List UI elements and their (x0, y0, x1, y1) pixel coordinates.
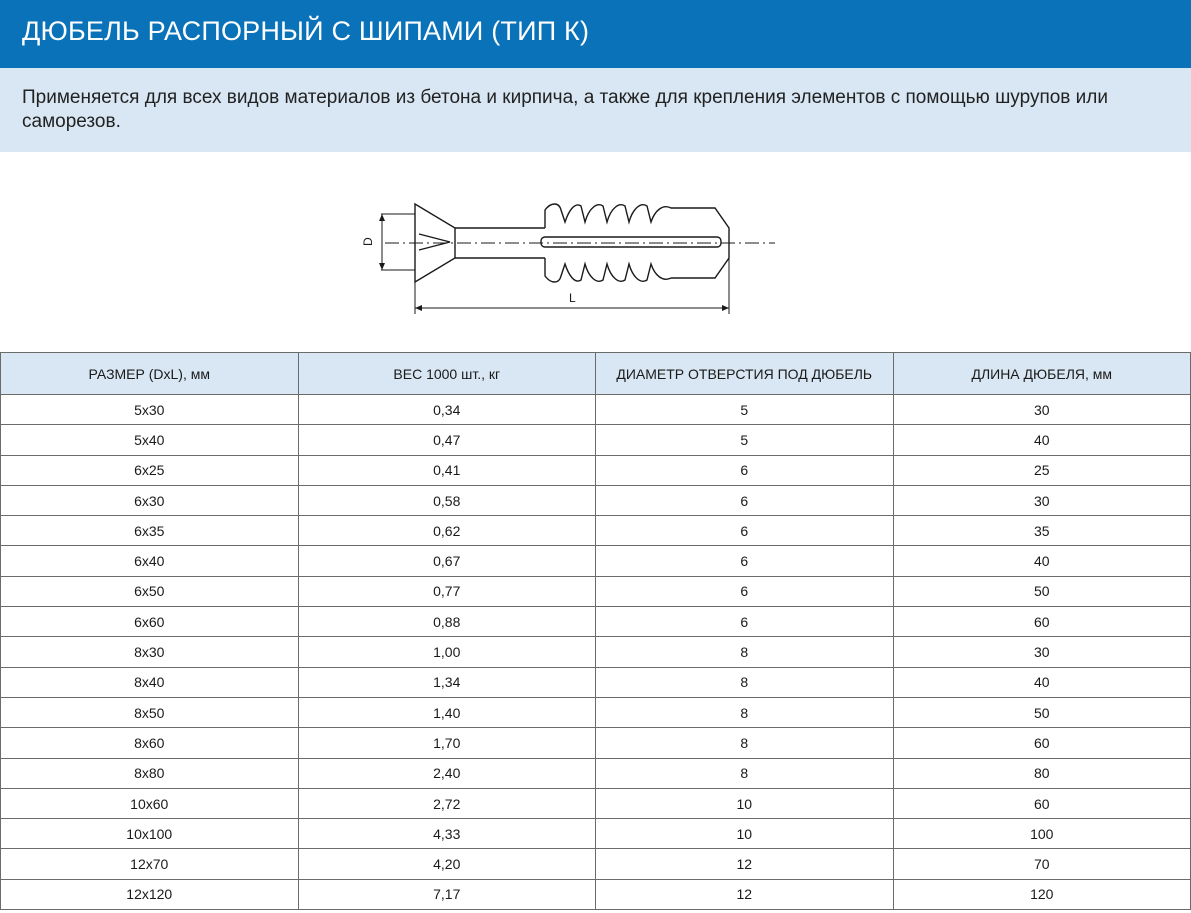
cell-length: 30 (893, 485, 1191, 515)
l-label: L (569, 291, 576, 305)
dowel-spikes-top (545, 204, 729, 278)
dowel-spikes-bottom (545, 258, 671, 282)
column-header-size: РАЗМЕР (DxL), мм (1, 353, 299, 395)
cell-size: 12x70 (1, 849, 299, 879)
table-row (1, 728, 1191, 758)
cell-weight: 4,33 (298, 819, 596, 849)
cell-hole-diameter: 8 (596, 697, 894, 727)
table-row (1, 879, 1191, 909)
cell-size: 8x40 (1, 667, 299, 697)
cell-hole-diameter: 10 (596, 788, 894, 818)
cell-hole-diameter: 6 (596, 607, 894, 637)
table-row (1, 516, 1191, 546)
d-label: D (361, 237, 375, 246)
cell-hole-diameter: 5 (596, 425, 894, 455)
cell-size: 5x30 (1, 395, 299, 425)
cell-hole-diameter: 6 (596, 455, 894, 485)
table-row (1, 849, 1191, 879)
cell-hole-diameter: 10 (596, 819, 894, 849)
dowel-drawing (355, 192, 785, 317)
cell-length: 50 (893, 697, 1191, 727)
cell-weight: 0,34 (298, 395, 596, 425)
cell-weight: 2,40 (298, 758, 596, 788)
cell-weight: 2,72 (298, 788, 596, 818)
cell-hole-diameter: 8 (596, 728, 894, 758)
table-row (1, 485, 1191, 515)
cell-hole-diameter: 5 (596, 395, 894, 425)
dowel-slot (541, 237, 721, 247)
table-row (1, 697, 1191, 727)
cell-size: 6x35 (1, 516, 299, 546)
cell-length: 60 (893, 607, 1191, 637)
cell-hole-diameter: 8 (596, 758, 894, 788)
cell-length: 40 (893, 667, 1191, 697)
cell-size: 12x120 (1, 879, 299, 909)
cell-size: 8x50 (1, 697, 299, 727)
table-row (1, 425, 1191, 455)
cell-weight: 1,40 (298, 697, 596, 727)
cell-size: 6x50 (1, 576, 299, 606)
table-row (1, 758, 1191, 788)
cell-weight: 0,67 (298, 546, 596, 576)
cell-weight: 1,70 (298, 728, 596, 758)
cell-weight: 0,77 (298, 576, 596, 606)
cell-hole-diameter: 12 (596, 879, 894, 909)
cell-length: 120 (893, 879, 1191, 909)
cell-length: 60 (893, 728, 1191, 758)
cell-size: 6x30 (1, 485, 299, 515)
table-row (1, 546, 1191, 576)
column-header-length: ДЛИНА ДЮБЕЛЯ, мм (893, 353, 1191, 395)
cell-weight: 0,88 (298, 607, 596, 637)
cell-length: 50 (893, 576, 1191, 606)
table-header-row (1, 353, 1191, 395)
cell-length: 80 (893, 758, 1191, 788)
cell-weight: 0,62 (298, 516, 596, 546)
cell-hole-diameter: 8 (596, 637, 894, 667)
header-bar (0, 0, 1191, 68)
dowel-nose (419, 234, 450, 250)
cell-length: 30 (893, 637, 1191, 667)
cell-length: 25 (893, 455, 1191, 485)
cell-length: 40 (893, 546, 1191, 576)
cell-size: 8x30 (1, 637, 299, 667)
cell-size: 5x40 (1, 425, 299, 455)
cell-size: 8x80 (1, 758, 299, 788)
table-row (1, 576, 1191, 606)
page-title: ДЮБЕЛЬ РАСПОРНЫЙ С ШИПАМИ (ТИП К) (22, 16, 590, 46)
cell-size: 8x60 (1, 728, 299, 758)
cell-size: 10x60 (1, 788, 299, 818)
cell-weight: 0,47 (298, 425, 596, 455)
table-row (1, 607, 1191, 637)
cell-size: 6x40 (1, 546, 299, 576)
cell-hole-diameter: 6 (596, 485, 894, 515)
cell-length: 30 (893, 395, 1191, 425)
cell-weight: 7,17 (298, 879, 596, 909)
cell-weight: 0,41 (298, 455, 596, 485)
cell-length: 60 (893, 788, 1191, 818)
cell-hole-diameter: 8 (596, 667, 894, 697)
cell-hole-diameter: 6 (596, 576, 894, 606)
table-row (1, 455, 1191, 485)
table-row (1, 395, 1191, 425)
table-row (1, 667, 1191, 697)
table-row (1, 637, 1191, 667)
spec-table (0, 352, 1191, 910)
cell-length: 70 (893, 849, 1191, 879)
cell-weight: 1,34 (298, 667, 596, 697)
cell-weight: 1,00 (298, 637, 596, 667)
description-band (0, 68, 1191, 152)
cell-size: 6x25 (1, 455, 299, 485)
cell-length: 40 (893, 425, 1191, 455)
column-header-hole-diameter: ДИАМЕТР ОТВЕРСТИЯ ПОД ДЮБЕЛЬ (596, 353, 894, 395)
cell-length: 100 (893, 819, 1191, 849)
cell-hole-diameter: 12 (596, 849, 894, 879)
cell-length: 35 (893, 516, 1191, 546)
cell-weight: 4,20 (298, 849, 596, 879)
cell-hole-diameter: 6 (596, 516, 894, 546)
table-row (1, 788, 1191, 818)
column-header-weight: ВЕС 1000 шт., кг (298, 353, 596, 395)
table-row (1, 819, 1191, 849)
cell-weight: 0,58 (298, 485, 596, 515)
cell-size: 6x60 (1, 607, 299, 637)
cell-size: 10x100 (1, 819, 299, 849)
description-text: Применяется для всех видов материалов из бетона и кирпича, а также для крепления элементов с помощью шурупов или саморезов. (22, 87, 1108, 132)
cell-hole-diameter: 6 (596, 546, 894, 576)
